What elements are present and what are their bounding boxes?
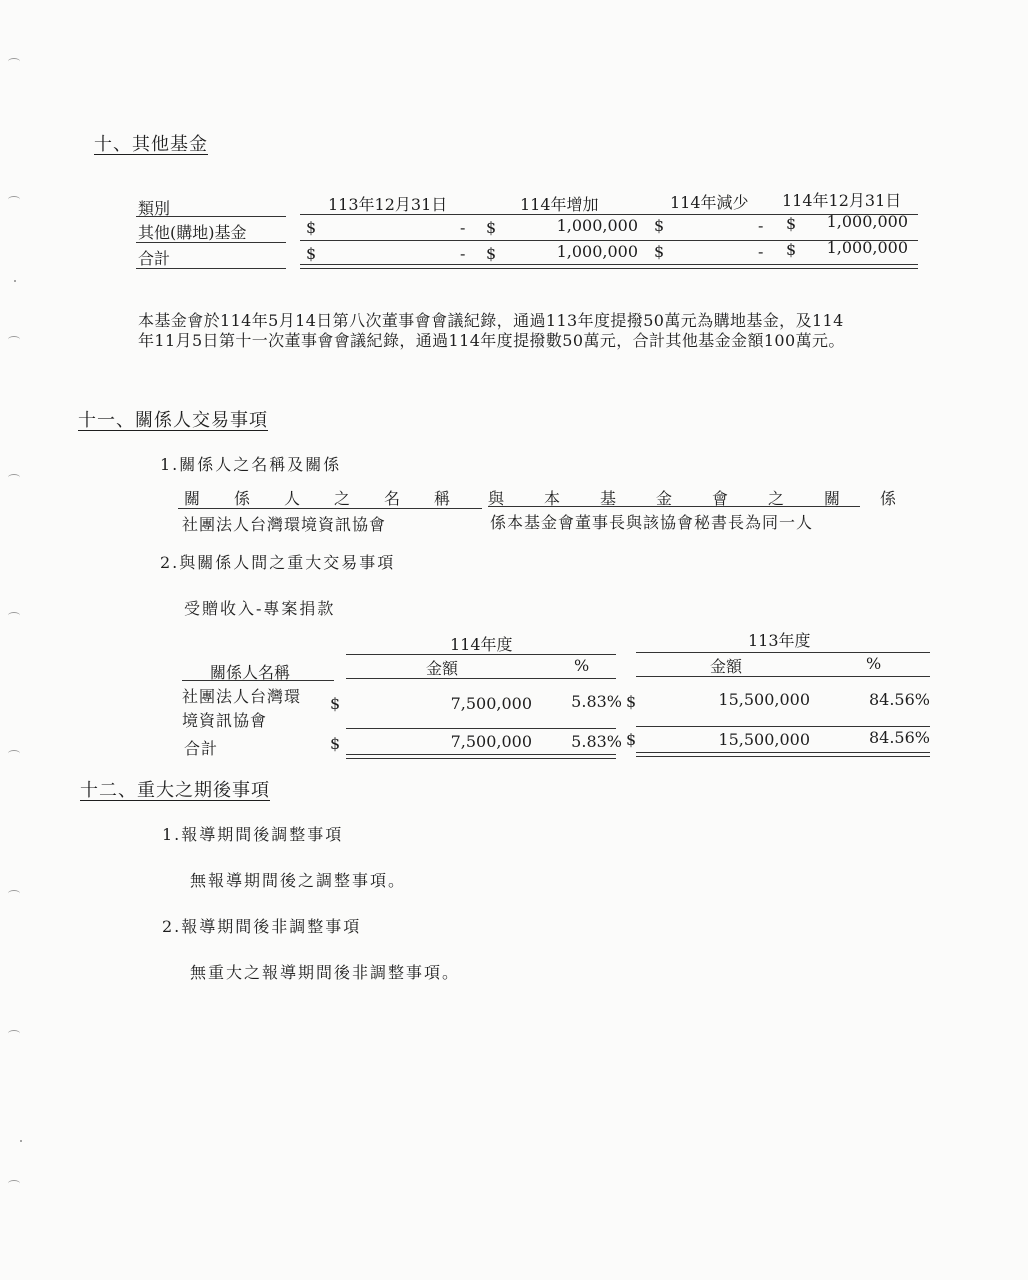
total-amount-113: 15,500,000 [718, 730, 810, 749]
fund-note-line-2: 年11月5日第十一次董事會會議紀錄，通過114年度提撥數50萬元，合計其他基金金額100萬元。 [138, 331, 845, 350]
related-party-name: 社團法人台灣環境資訊協會 [182, 515, 387, 534]
section-10-heading: 十、其他基金 [94, 134, 208, 155]
total-pct-113: 84.56% [868, 728, 930, 747]
adjusting-events-text: 無報導期間後之調整事項。 [190, 871, 407, 890]
col-header-114-end: 114年12月31日 [782, 191, 902, 210]
table-cell: 1,000,000 [826, 238, 908, 257]
table-cell: - [758, 216, 764, 235]
fund-note-line-1: 本基金會於114年5月14日第八次董事會會議紀錄，通過113年度提撥50萬元為購地基金，及114 [138, 311, 844, 330]
year-113-header: 113年度 [748, 631, 811, 650]
col-header-amount-113: 金額 [710, 657, 743, 676]
col-header-amount-114: 金額 [426, 659, 459, 678]
adjusting-events-subheading: 1.報導期間後調整事項 [162, 825, 344, 844]
currency: $ [786, 240, 797, 259]
col-header-party-name: 關係人之名稱 [184, 489, 485, 508]
currency: $ [626, 692, 637, 711]
table-cell: - [460, 218, 466, 237]
binder-mark [8, 890, 20, 897]
col-header-113-end: 113年12月31日 [328, 195, 448, 214]
table-row-label: 其他(購地)基金 [138, 223, 247, 242]
total-label: 合計 [184, 739, 219, 758]
table-row-label: 合計 [138, 249, 171, 268]
total-amount-114: 7,500,000 [450, 732, 532, 751]
amount-114: 7,500,000 [450, 694, 532, 713]
currency: $ [786, 214, 797, 233]
binder-mark [8, 58, 20, 65]
currency: $ [486, 218, 497, 237]
table-cell: 1,000,000 [556, 242, 638, 261]
table-cell: - [460, 244, 466, 263]
col-header-relationship: 與本基金會之關係 [488, 489, 937, 508]
currency: $ [626, 730, 637, 749]
related-party-names-subheading: 1.關係人之名稱及關係 [160, 455, 342, 474]
col-header-pct-113: % [866, 654, 882, 673]
party-name-line-1: 社團法人台灣環 [182, 687, 302, 706]
donation-income-title: 受贈收入-專案捐款 [184, 599, 336, 618]
table-cell: - [758, 242, 764, 261]
table-cell: 1,000,000 [556, 216, 638, 235]
binder-mark [8, 612, 20, 619]
currency: $ [330, 734, 341, 753]
table-cell: 1,000,000 [826, 212, 908, 231]
binder-mark [8, 474, 20, 481]
pct-114: 5.83% [571, 692, 622, 711]
currency: $ [306, 244, 317, 263]
party-name-line-2: 境資訊協會 [182, 711, 268, 730]
material-transactions-subheading: 2.與關係人間之重大交易事項 [160, 553, 396, 572]
year-114-header: 114年度 [450, 635, 513, 654]
binder-mark [8, 1180, 20, 1187]
currency: $ [330, 694, 341, 713]
scan-speck [14, 280, 16, 282]
currency: $ [306, 218, 317, 237]
binder-mark [8, 196, 20, 203]
related-party-relationship: 係本基金會董事長與該協會秘書長為同一人 [490, 513, 814, 532]
amount-113: 15,500,000 [718, 690, 810, 709]
binder-mark [8, 750, 20, 757]
col-header-114-increase: 114年增加 [520, 195, 599, 214]
non-adjusting-events-subheading: 2.報導期間後非調整事項 [162, 917, 362, 936]
currency: $ [654, 216, 665, 235]
non-adjusting-events-text: 無重大之報導期間後非調整事項。 [190, 963, 461, 982]
col-header-party-name: 關係人名稱 [210, 663, 291, 682]
col-header-pct-114: % [574, 656, 590, 675]
section-11-heading: 十一、關係人交易事項 [78, 410, 268, 431]
total-pct-114: 5.83% [571, 732, 622, 751]
currency: $ [486, 244, 497, 263]
scan-speck [20, 1140, 22, 1142]
col-header-114-decrease: 114年減少 [670, 193, 749, 212]
binder-mark [8, 1030, 20, 1037]
col-header-category: 類別 [138, 199, 171, 218]
binder-mark [8, 336, 20, 343]
currency: $ [654, 242, 665, 261]
section-12-heading: 十二、重大之期後事項 [80, 780, 270, 801]
pct-113: 84.56% [868, 690, 930, 709]
